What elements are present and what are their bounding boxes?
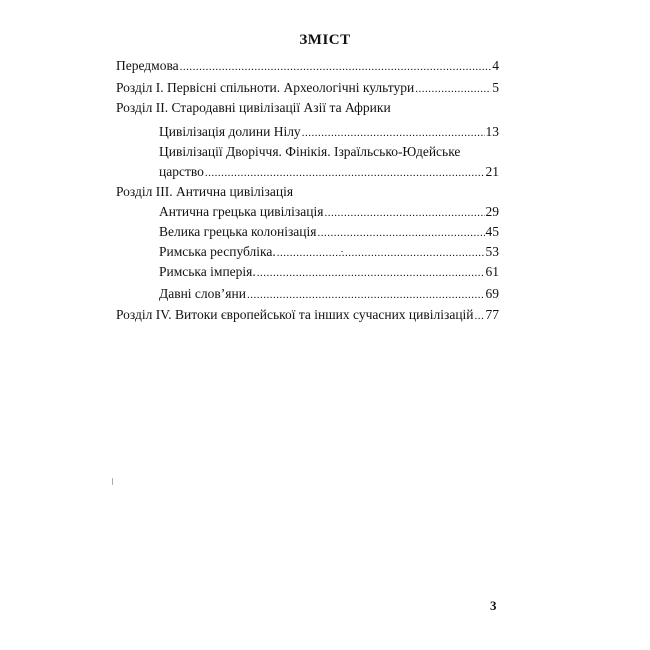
toc-leader-dots <box>475 307 485 324</box>
toc-entry-label: Велика грецька колонізація <box>159 224 317 239</box>
toc-entry <box>159 204 499 221</box>
scan-speck <box>341 251 343 252</box>
toc-entry-label: Розділ ІІ. Стародавні цивілізації Азії та Африки <box>116 100 391 115</box>
toc-leader-dots <box>205 164 485 181</box>
toc-leader-dots <box>257 264 485 281</box>
toc-entry <box>116 80 499 97</box>
toc-entry-page: 4 <box>492 58 499 73</box>
toc-leader-dots <box>324 204 484 221</box>
toc-entry-label: Антична грецька цивілізація <box>159 204 324 219</box>
toc-entry <box>116 307 499 324</box>
toc-leader-dots <box>415 80 491 97</box>
toc-leader-dots <box>302 124 485 141</box>
toc-entry <box>159 144 499 160</box>
toc-entry-label: Розділ IV. Витоки європейської та інших сучасних цивілізацій <box>116 307 474 322</box>
page-title: ЗМІСТ <box>299 32 351 48</box>
toc-entry-label: Цивілізації Дворіччя. Фінікія. Ізраїльсько-Юдейське <box>159 144 461 159</box>
toc-entry-page: 61 <box>485 264 499 279</box>
toc-entry-page: 77 <box>485 307 499 322</box>
toc-section-heading <box>116 184 499 200</box>
toc-entry <box>159 164 499 181</box>
toc-entry-page: 13 <box>485 124 499 139</box>
page-number: 3 <box>490 598 497 613</box>
toc-entry-page: 5 <box>492 80 499 95</box>
toc-entry-label: Розділ І. Первісні спільноти. Археологічні культури <box>116 80 415 95</box>
toc-entry <box>159 124 499 141</box>
toc-entry-page: 21 <box>485 164 499 179</box>
toc-entry <box>159 264 499 281</box>
toc-entry-label: Передмова <box>116 58 179 73</box>
toc-entry-label: Давні слов’яни <box>159 286 246 301</box>
toc-entry-label: царство <box>159 164 204 179</box>
toc-section-heading <box>116 100 499 116</box>
toc-entry <box>159 224 499 241</box>
toc-leader-dots <box>317 224 484 241</box>
toc-entry <box>159 244 499 261</box>
toc-entry-label: Цивілізація долини Нілу <box>159 124 301 139</box>
toc-entry <box>116 58 499 75</box>
toc-leader-dots <box>180 58 492 75</box>
toc-entry-page: 45 <box>485 224 499 239</box>
toc-leader-dots <box>277 244 485 261</box>
toc-entry-label: Римська республіка. <box>159 244 276 259</box>
toc-entry-label: Розділ ІІІ. Антична цивілізація <box>116 184 294 199</box>
toc-entry-page: 29 <box>485 204 499 219</box>
toc-entry <box>159 286 499 303</box>
toc-entry-page: 53 <box>485 244 499 259</box>
toc-entry-page: 69 <box>485 286 499 301</box>
scan-speck <box>112 478 113 485</box>
toc-entry-label: Римська імперія. <box>159 264 256 279</box>
toc-leader-dots <box>247 286 485 303</box>
